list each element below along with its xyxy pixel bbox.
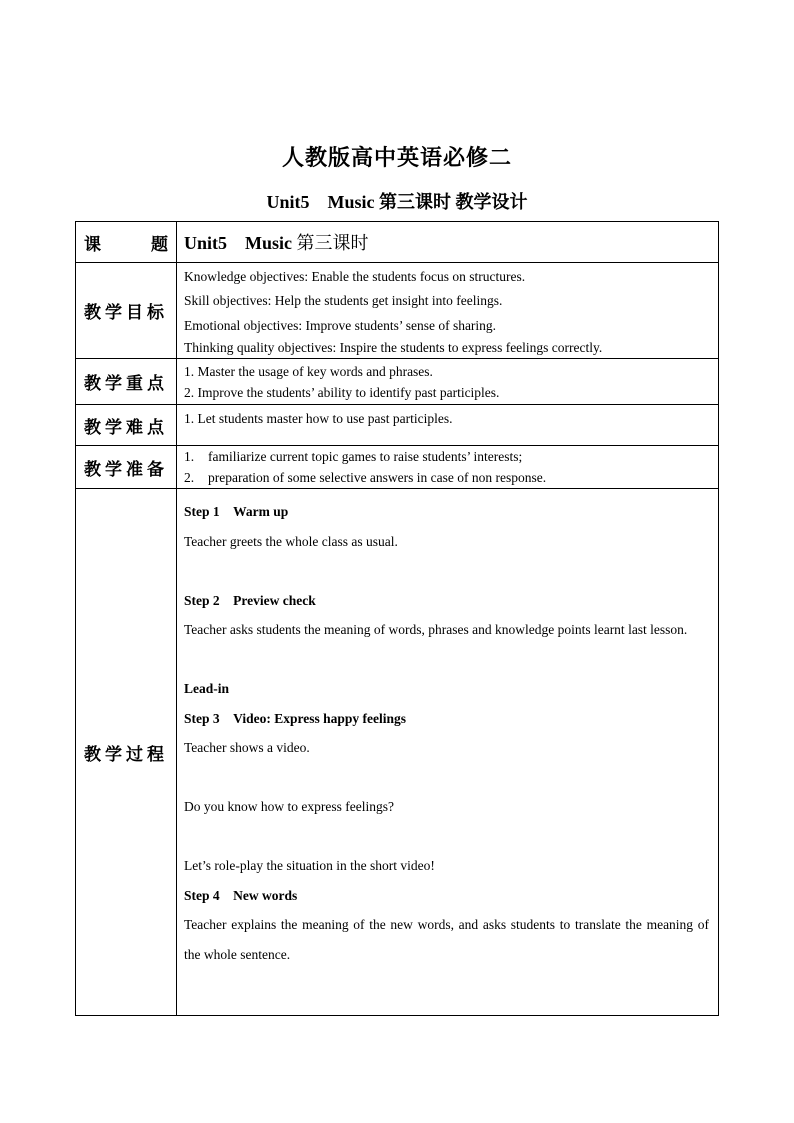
key-points-row bbox=[76, 359, 719, 405]
step3-text-1: Teacher shows a video. bbox=[184, 740, 310, 755]
preparation-item bbox=[184, 467, 709, 488]
process-cell bbox=[177, 489, 719, 1016]
objective-line: Skill objectives: Help the students get insight into feelings. bbox=[184, 292, 503, 308]
process-label: 教学过程 bbox=[76, 489, 177, 1016]
process-row bbox=[76, 489, 719, 1016]
key-point-line: 1. Master the usage of key words and phrases. bbox=[184, 363, 433, 379]
step4-text: Teacher explains the meaning of the new words, and asks students to translate the meaning of the whole sentence. bbox=[184, 917, 709, 962]
topic-value-cell bbox=[177, 222, 719, 263]
topic-label-cell bbox=[76, 222, 177, 263]
difficulties-label: 教学难点 bbox=[76, 405, 177, 446]
objective-line: Emotional objectives: Improve students’ sense of sharing. bbox=[184, 317, 497, 333]
preparation-item-text: preparation of some selective answers in case of non response. bbox=[208, 470, 547, 485]
preparation-item bbox=[184, 446, 709, 467]
step4-title: Step 4 New words bbox=[184, 887, 298, 903]
objectives-cell bbox=[177, 263, 719, 359]
objectives-label: 教学目标 bbox=[76, 263, 177, 359]
preparation-row bbox=[76, 446, 719, 489]
preparation-label: 教学准备 bbox=[76, 446, 177, 489]
difficulties-row bbox=[76, 405, 719, 446]
step3-title: Step 3 Video: Express happy feelings bbox=[184, 710, 407, 726]
topic-row bbox=[76, 222, 719, 263]
lesson-plan-table bbox=[75, 221, 719, 1016]
objective-line: Knowledge objectives: Enable the students focus on structures. bbox=[184, 268, 526, 284]
key-points-label: 教学重点 bbox=[76, 359, 177, 405]
preparation-item-text: familiarize current topic games to raise students’ interests; bbox=[208, 449, 523, 464]
step3-text-2: Do you know how to express feelings? bbox=[184, 799, 394, 814]
step3-text-3: Let’s role-play the situation in the short video! bbox=[184, 858, 435, 873]
leadin-title: Lead-in bbox=[184, 681, 230, 696]
step2-title: Step 2 Preview check bbox=[184, 592, 316, 608]
difficulties-cell bbox=[177, 405, 719, 446]
step1-text: Teacher greets the whole class as usual. bbox=[184, 533, 398, 549]
preparation-cell bbox=[177, 446, 719, 489]
topic-label-left: 课 bbox=[84, 234, 101, 254]
objective-line: Thinking quality objectives: Inspire the students to express feelings correctly. bbox=[184, 339, 603, 355]
document-subtitle: Unit5 Music 第三课时 教学设计 bbox=[266, 192, 528, 212]
key-point-line: 2. Improve the students’ ability to identify past participles. bbox=[184, 384, 500, 400]
topic-value-cn: 第三课时 bbox=[296, 233, 369, 253]
step1-title: Step 1 Warm up bbox=[184, 504, 289, 519]
topic-label-right: 题 bbox=[151, 234, 168, 254]
step2-text: Teacher asks students the meaning of words, phrases and knowledge points learnt last lesson. bbox=[184, 622, 688, 637]
objectives-row bbox=[76, 263, 719, 359]
key-points-cell bbox=[177, 359, 719, 405]
topic-value-en: Unit5 Music bbox=[184, 233, 292, 253]
difficulty-line: 1. Let students master how to use past participles. bbox=[184, 411, 453, 426]
preparation-item-number: 2. bbox=[184, 470, 195, 485]
preparation-item-number: 1. bbox=[184, 449, 195, 464]
document-title: 人教版高中英语必修二 bbox=[281, 145, 512, 170]
